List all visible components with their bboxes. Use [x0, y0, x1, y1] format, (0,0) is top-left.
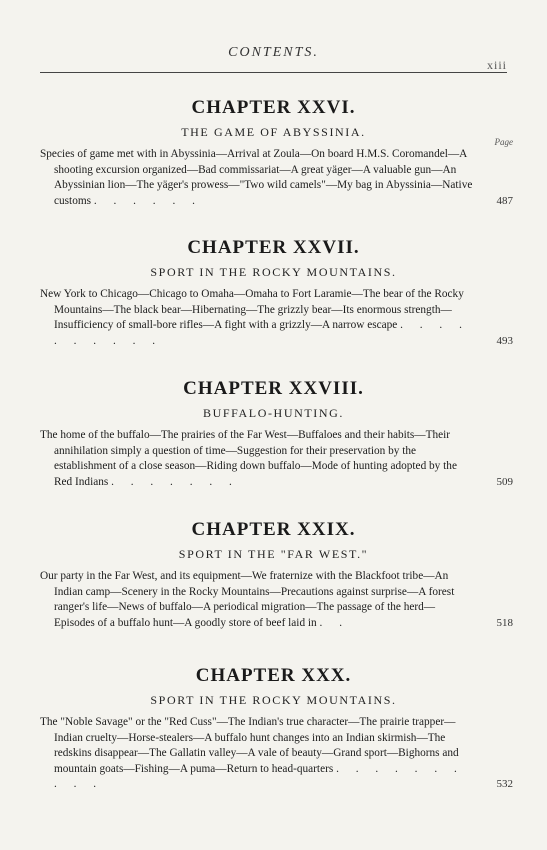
chapter-subtitle: BUFFALO-HUNTING. — [202, 406, 345, 420]
chapter-title: CHAPTER XXX. — [195, 665, 352, 686]
chapter-30 — [40, 665, 513, 793]
chapter-title: CHAPTER XXVI. — [191, 97, 356, 118]
chapter-summary — [40, 287, 513, 349]
chapter-29 — [40, 519, 513, 631]
chapter-26 — [40, 97, 513, 209]
dot-leader: . . . . . . . . . . — [54, 762, 464, 790]
summary-text: Species of game met with in Abyssinia—Arrival at Zoula—On board H.M.S. Coromandel—A shooting excursion organized—Bad commissariat—A great yäger—A valuable gun—An Abyssinian lion—The yäger's prowess—"Two wild camels"—My bag in Abyssinia—Native customs — [40, 148, 473, 207]
summary-text: The home of the buffalo—The prairies of the Far West—Buffaloes and their habits—Their annihilation simply a question of time—Suggestion for their preservation by the establishment of a close season—Riding down buffalo—Mode of hunting adopted by the Red Indians — [40, 429, 457, 488]
page-column-label: Page — [494, 137, 513, 147]
chapter-subtitle: THE GAME OF ABYSSINIA. — [181, 125, 366, 139]
page-number: 532 — [496, 778, 513, 790]
chapter-summary — [40, 569, 513, 631]
chapter-title: CHAPTER XXVIII. — [183, 378, 364, 399]
page-number: 509 — [496, 475, 513, 488]
chapter-summary — [40, 428, 513, 490]
summary-text: The "Noble Savage" or the "Red Cuss"—The Indian's true character—The prairie trapper—Indian cruelty—Horse-stealers—A buffalo hunt changes into an Indian skirmish—The redskins disappear—The Gallatin valley—A vale of beauty—Grand sport—Bighorns and mountain goats—Fishing—A puma—Return to head-quarters — [40, 716, 459, 775]
chapter-28 — [40, 378, 513, 490]
summary-text: New York to Chicago—Chicago to Omaha—Omaha to Fort Laramie—The bear of the Rocky Mountains—The black bear—Hibernating—The grizzly bear—Its enormous strength—Insufficiency of small-bore rifles—A fight with a grizzly—A narrow escape — [40, 288, 464, 331]
header-rule — [40, 72, 507, 73]
summary-text: Our party in the Far West, and its equipment—We fraternize with the Blackfoot tribe—An Indian camp—Scenery in the Rocky Mountains—Precautions against surprise—A forest ranger's life—News of buffalo—A periodical migration—The passage of the herd—Episodes of a buffalo hunt—A goodly store of beef laid in — [40, 570, 455, 629]
dot-leader: . . . . . . . . . . — [54, 319, 469, 347]
chapter-subtitle: SPORT IN THE ROCKY MOUNTAINS. — [150, 265, 397, 279]
running-head: CONTENTS. — [228, 45, 319, 60]
dot-leader: . . . . . . — [93, 194, 202, 207]
chapter-title: CHAPTER XXIX. — [191, 519, 356, 540]
dot-leader: . . . . . . . — [111, 475, 239, 488]
page-number: 487 — [496, 194, 513, 207]
dot-leader: . . — [319, 616, 350, 629]
chapter-summary — [40, 715, 513, 793]
chapter-27 — [40, 237, 513, 349]
chapter-subtitle: SPORT IN THE "FAR WEST." — [178, 547, 369, 561]
chapter-summary — [40, 137, 513, 209]
page-number: 518 — [496, 616, 513, 629]
chapter-title: CHAPTER XXVII. — [187, 237, 360, 258]
chapter-subtitle: SPORT IN THE ROCKY MOUNTAINS. — [150, 693, 397, 707]
page-folio: xiii — [486, 58, 507, 72]
page-number: 493 — [496, 334, 513, 347]
